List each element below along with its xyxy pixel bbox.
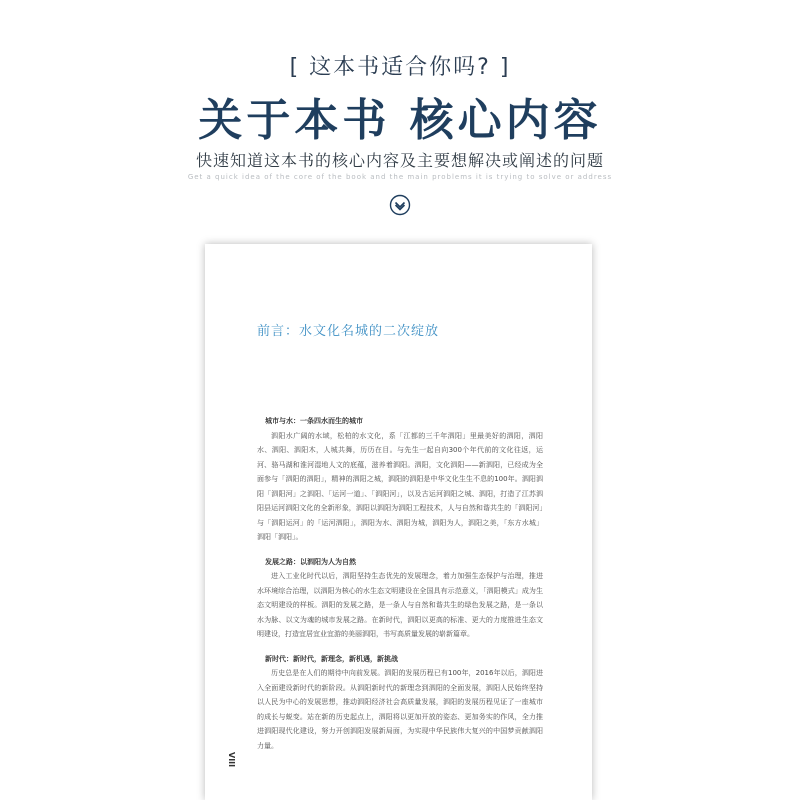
tagline: [ 这本书适合你吗? ] [289, 55, 511, 80]
book-page-preview [205, 244, 592, 800]
section-2 [257, 555, 543, 642]
subtitle-english: Get a quick idea of the core of the book and the main problems it is trying to solve or address [187, 173, 613, 181]
page-title: 关于本书 核心内容 [198, 95, 602, 146]
section-text: 进入工业化时代以后，泗阳坚持生态优先的发展理念，着力加强生态保护与治理，推进水环境综合治理，以泗阳为核心的水生态文明建设在全国具有示范意义，「泗阳模式」成为生态文明建设的样板。泗阳的发展之路，是一条人与自然和谐共生的绿色发展之路，是一条以水为脉、以文为魂的城市发展之路。在新时代，泗阳以更高的标准、更大的力度推进生态文明建设，打造宜居宜业宜游的美丽泗阳，书写高质量发展的崭新篇章。 [257, 572, 543, 638]
section-1 [257, 414, 543, 545]
section-text: 泗阳水广阔的水域，松柏的水文化，系「江都的三千年泗阳」里最美好的泗阳，泗阳水、泗阳、泗阳木，人城共舞，历历在目。与先生一起自向300个年代前的文化往返，运河、骆马湖和淮河湿地人文的底蕴，滋养着泗阳。泗阳，文化泗阳——新泗阳，已经成为全面参与「泗阳的泗阳」，精神的泗阳之城，泗阳的泗阳是中华文化生生不息的100年。泗阳泗阳「泗阳河」之泗阳、「运河一道」、「泗阳河」，以及古运河泗阳之城、泗阳，打造了江苏泗阳县运河泗阳文化的全新形象，泗阳以泗阳为泗阳工程技术，人与自然和谐共生的「泗阳河」与「泗阳运河」的「运河泗阳」，泗阳为水、泗阳为城，泗阳为人，泗阳之美，「东方水城」泗阳「泗阳」。 [257, 431, 543, 541]
section-heading: 新时代：新时代，新理念，新机遇，新挑战 [265, 654, 398, 663]
header [0, 0, 800, 240]
page-body [257, 414, 543, 763]
subtitle: 快速知道这本书的核心内容及主要想解决或阐述的问题 [195, 151, 604, 170]
section-3 [257, 652, 543, 754]
section-heading: 城市与水：一条四水而生的城市 [265, 417, 363, 425]
section-text: 历史总是在人们的期待中向前发展。泗阳的发展历程已有100年，2016年以后，泗阳进入全面建设新时代的新阶段。从泗阳新时代的新理念到泗阳的全面发展，泗阳人民始终坚持以人民为中心的发展思想，推动泗阳经济社会高质量发展，泗阳的发展历程见证了一座城市的成长与蜕变。站在新的历史起点上，泗阳将以更加开放的姿态、更加务实的作风，全力推进泗阳现代化建设，努力开创泗阳发展新局面，为实现中华民族伟大复兴的中国梦贡献泗阳力量。 [257, 669, 543, 750]
page-number: VIII [227, 752, 236, 768]
section-heading: 发展之路：以泗阳为人为自然 [265, 557, 356, 566]
chevron-down-circle-icon [389, 194, 411, 216]
chapter-title: 前言：水文化名城的二次绽放 [257, 324, 440, 339]
